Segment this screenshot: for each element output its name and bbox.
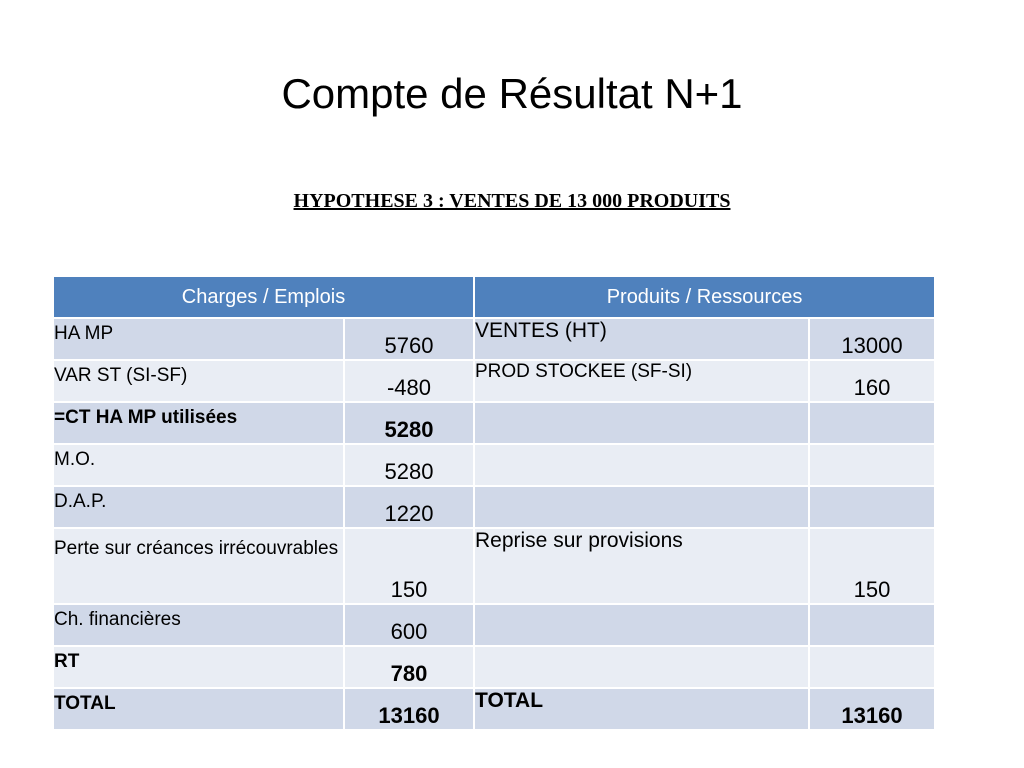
table-row bbox=[53, 688, 935, 730]
header-charges: Charges / Emplois bbox=[53, 276, 474, 318]
table-header-row bbox=[53, 276, 935, 318]
charge-label: TOTAL bbox=[53, 688, 344, 730]
produit-label bbox=[474, 604, 809, 646]
charge-value: 1220 bbox=[344, 486, 474, 528]
charge-label: HA MP bbox=[53, 318, 344, 360]
charge-value: 5280 bbox=[344, 402, 474, 444]
charge-label: =CT HA MP utilisées bbox=[53, 402, 344, 444]
header-produits: Produits / Ressources bbox=[474, 276, 935, 318]
charge-value: -480 bbox=[344, 360, 474, 402]
produit-value: 150 bbox=[809, 528, 935, 604]
charge-label: D.A.P. bbox=[53, 486, 344, 528]
slide-subtitle: HYPOTHESE 3 : VENTES DE 13 000 PRODUITS bbox=[293, 190, 731, 212]
produit-label bbox=[474, 402, 809, 444]
produit-label: VENTES (HT) bbox=[474, 318, 809, 360]
table-row bbox=[53, 528, 935, 604]
produit-label bbox=[474, 646, 809, 688]
produit-value bbox=[809, 486, 935, 528]
charge-label: M.O. bbox=[53, 444, 344, 486]
table-row bbox=[53, 360, 935, 402]
produit-label: TOTAL bbox=[474, 688, 809, 730]
produit-value bbox=[809, 444, 935, 486]
produit-label: Reprise sur provisions bbox=[474, 528, 809, 604]
produit-value bbox=[809, 604, 935, 646]
compte-de-resultat-table bbox=[52, 275, 936, 731]
produit-label: PROD STOCKEE (SF-SI) bbox=[474, 360, 809, 402]
table-row bbox=[53, 444, 935, 486]
charge-label: VAR ST (SI-SF) bbox=[53, 360, 344, 402]
charge-label: Perte sur créances irrécouvrables bbox=[53, 528, 344, 604]
produit-value bbox=[809, 646, 935, 688]
table-row bbox=[53, 318, 935, 360]
charge-label: RT bbox=[53, 646, 344, 688]
produit-value bbox=[809, 402, 935, 444]
produit-label bbox=[474, 444, 809, 486]
produit-label bbox=[474, 486, 809, 528]
table-row bbox=[53, 402, 935, 444]
produit-value: 13160 bbox=[809, 688, 935, 730]
produit-value: 13000 bbox=[809, 318, 935, 360]
charge-label: Ch. financières bbox=[53, 604, 344, 646]
charge-value: 780 bbox=[344, 646, 474, 688]
slide-title: Compte de Résultat N+1 bbox=[281, 70, 743, 117]
charge-value: 5280 bbox=[344, 444, 474, 486]
table-row bbox=[53, 486, 935, 528]
charge-value: 13160 bbox=[344, 688, 474, 730]
table-row bbox=[53, 604, 935, 646]
produit-value: 160 bbox=[809, 360, 935, 402]
charge-value: 5760 bbox=[344, 318, 474, 360]
table-row bbox=[53, 646, 935, 688]
charge-value: 150 bbox=[344, 528, 474, 604]
charge-value: 600 bbox=[344, 604, 474, 646]
